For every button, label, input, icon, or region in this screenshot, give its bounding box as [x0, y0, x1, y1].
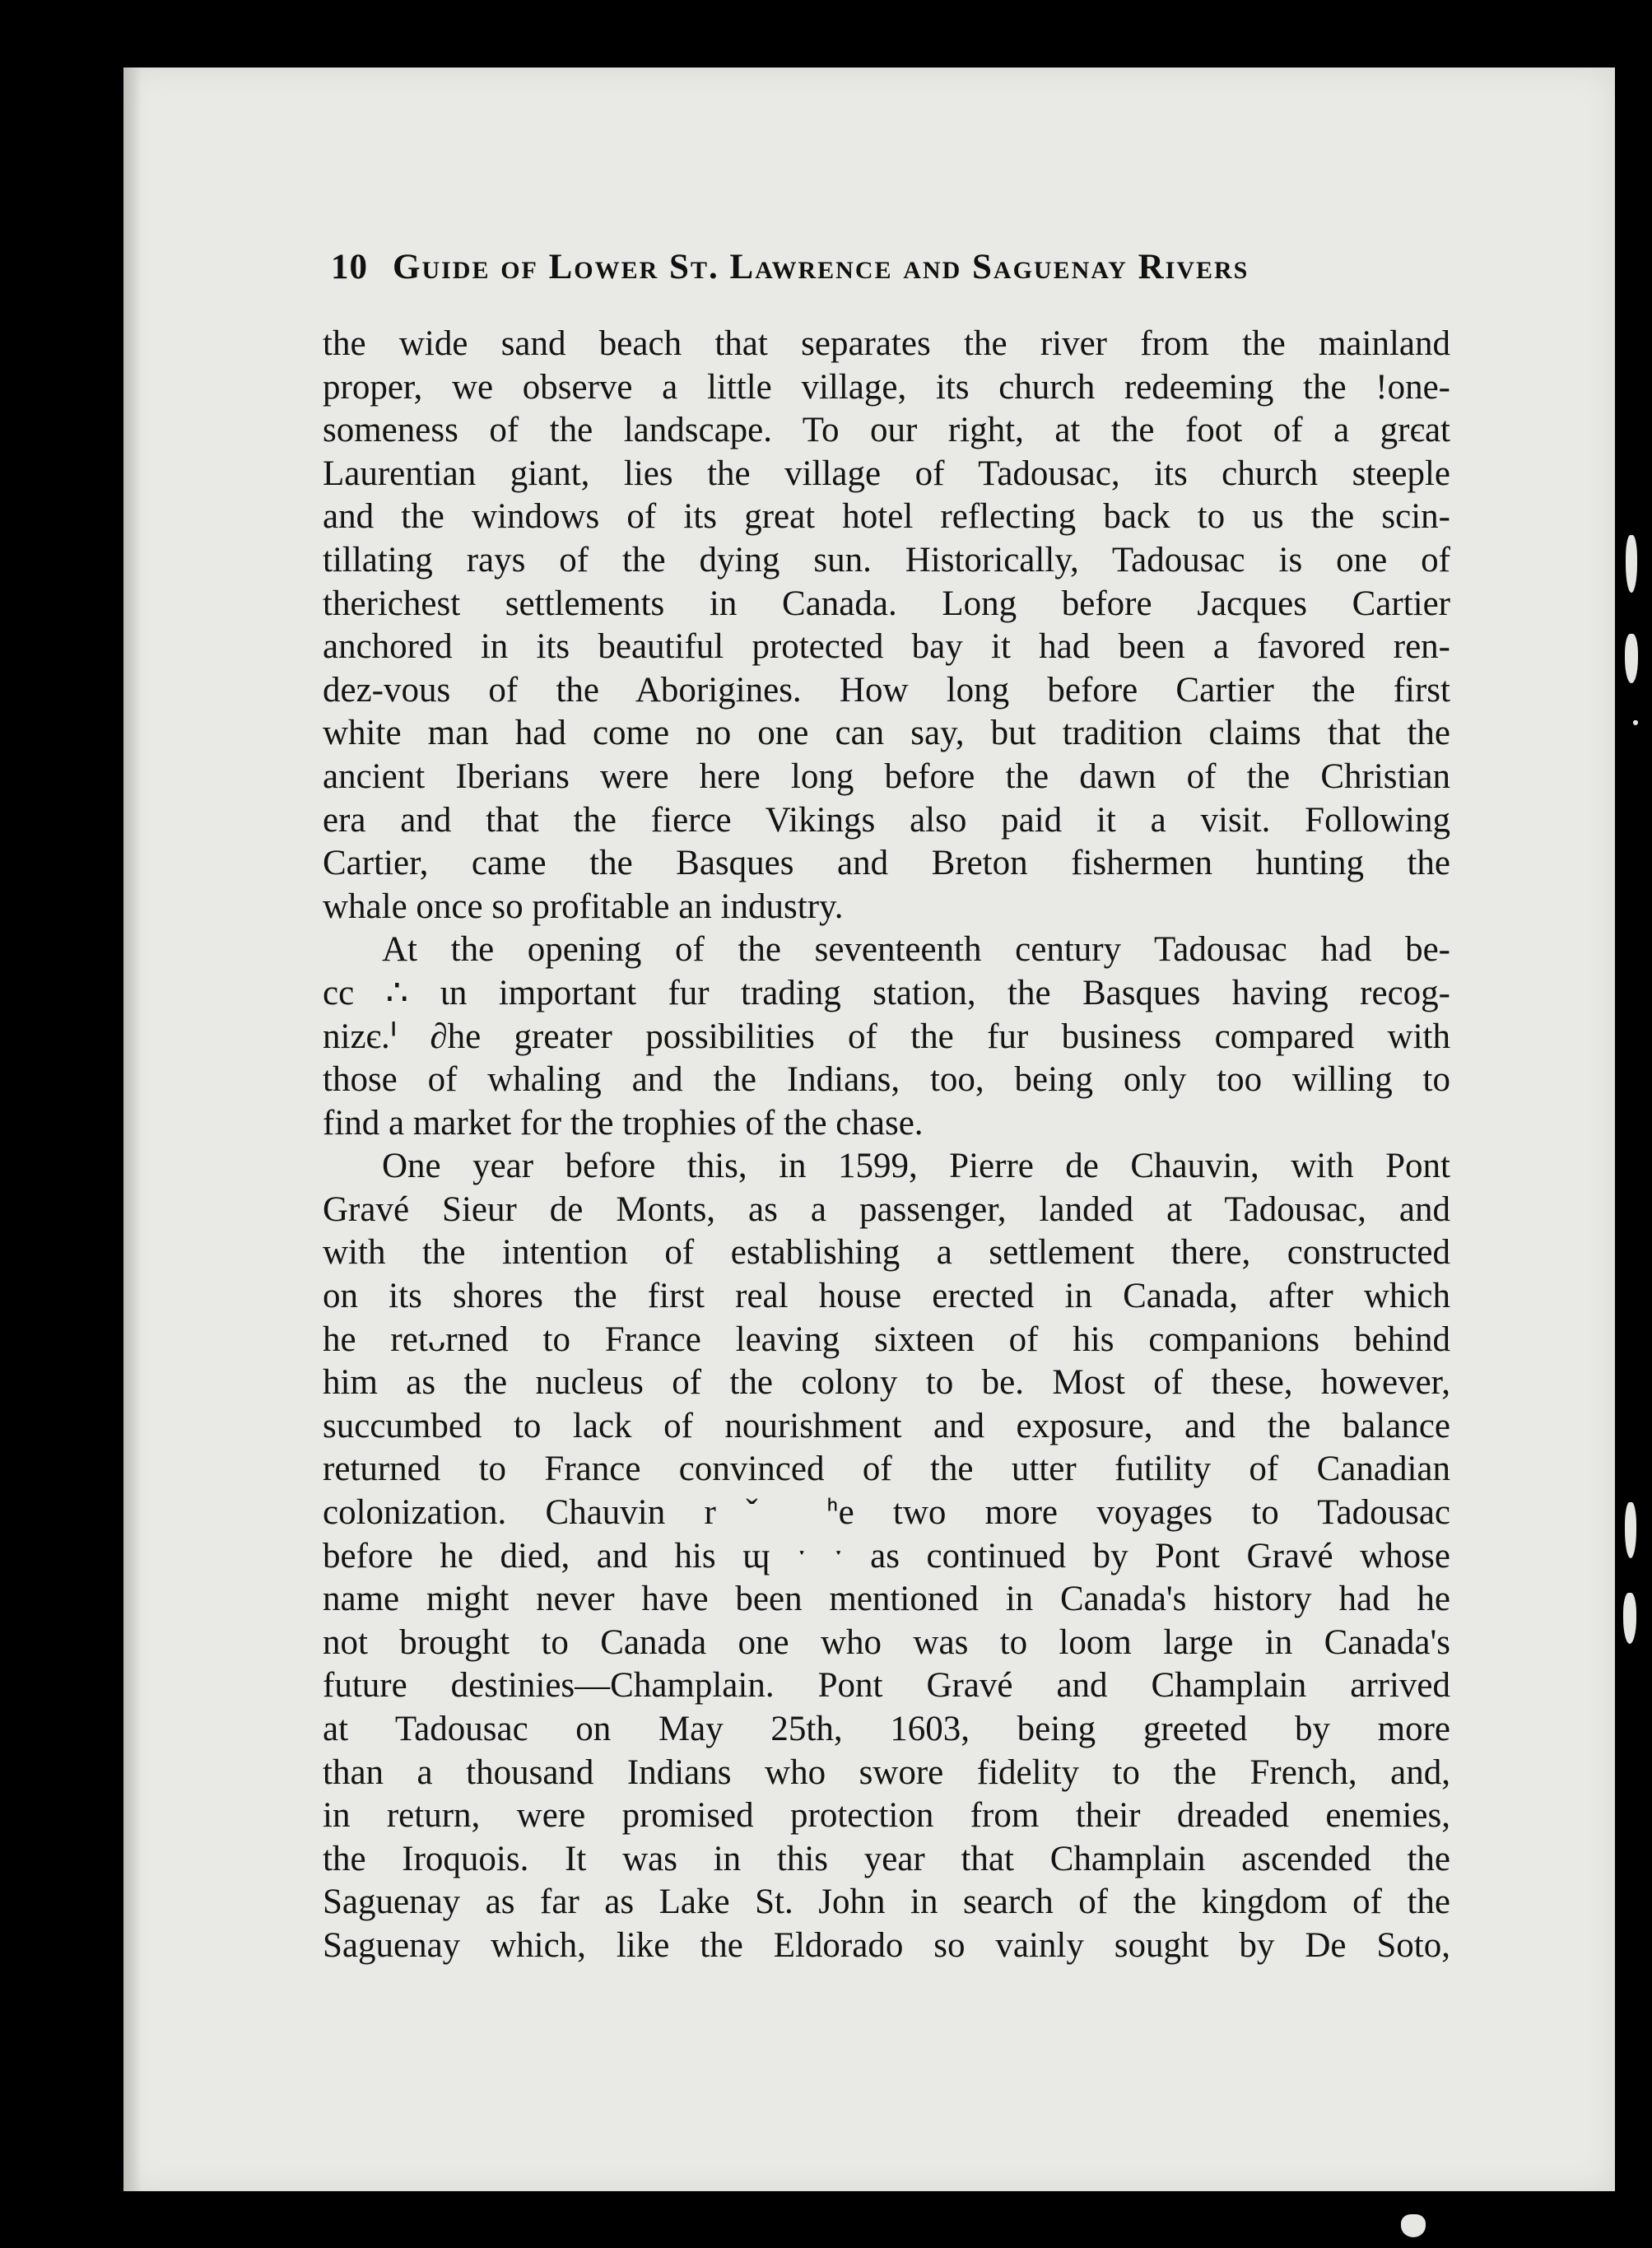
scan-mark-1 — [1626, 535, 1637, 593]
text-line: someness of the landscape. To our right, at the foot of a grєat — [323, 411, 1450, 450]
text-line: find a market for the trophies of the chase. — [323, 1103, 924, 1143]
text-line: era and that the fierce Vikings also paid it a visit. Following — [323, 800, 1450, 840]
scan-mark-6 — [1401, 2214, 1426, 2237]
text-line: anchored in its beautiful protected bay it had been a favored ren- — [323, 627, 1450, 667]
scan-mark-2 — [1625, 634, 1638, 683]
text-line: returned to France convinced of the utter futility of Canadian — [323, 1450, 1450, 1489]
text-line: at Tadousac on May 25th, 1603, being greeted by more — [323, 1710, 1450, 1748]
text-line: name might never have been mentioned in Canada's history had he — [323, 1580, 1450, 1619]
text-line: proper, we observe a little village, its church redeeming the !one- — [323, 367, 1450, 407]
text-line: Gravé Sieur de Monts, as a passenger, landed at Tadousac, and — [323, 1189, 1450, 1229]
scan-mark-5 — [1623, 1593, 1636, 1644]
text-line: At the opening of the seventeenth century Tadousac had be- — [382, 930, 1450, 970]
text-line: before he died, and his ɰ ˑ ˑ as continued by Pont Gravé whose — [323, 1536, 1450, 1575]
page-header — [331, 247, 1378, 296]
text-line: colonization. Chauvin rˇ ᑋe two more voyages to Tadousac — [323, 1493, 1450, 1533]
page-number: 10 — [331, 248, 368, 286]
text-line: not brought to Canada one who was to loom large in Canada's — [323, 1622, 1450, 1662]
scan-mark-3 — [1633, 720, 1638, 725]
text-line: on its shores the first real house erected in Canada, after which — [323, 1277, 1450, 1316]
text-line: the Iroquois. It was in this year that Champlain ascended the — [323, 1839, 1450, 1878]
text-line: Cartier, came the Basques and Breton fishermen hunting the — [323, 844, 1450, 883]
body-text — [323, 323, 1450, 1968]
text-line: Saguenay as far as Lake St. John in search of the kingdom of the — [323, 1883, 1450, 1922]
text-line: and the windows of its great hotel reflecting back to us the scin- — [323, 497, 1450, 537]
text-line: Saguenay which, like the Eldorado so vainly sought by De Soto, — [323, 1925, 1450, 1965]
text-line: future destinies—Champlain. Pont Gravé and Champlain arrived — [323, 1666, 1450, 1706]
text-line: white man had come no one can say, but tradition claims that the — [323, 714, 1450, 753]
text-line: him as the nucleus of the colony to be. Most of these, however, — [323, 1363, 1450, 1403]
text-line: tillating rays of the dying sun. Historically, Tadousac is one of — [323, 540, 1450, 579]
text-line: nizє.ᑊ ∂he greater possibilities of the fur business compared with — [323, 1017, 1450, 1056]
text-line: in return, were promised protection from their dreaded enemies, — [323, 1796, 1450, 1836]
running-head: Guide of Lower St. Lawrence and Saguenay Rivers — [393, 248, 1249, 286]
text-line: the wide sand beach that separates the river from the mainland — [323, 324, 1450, 363]
text-line: ancient Iberians were here long before the dawn of the Christian — [323, 756, 1450, 796]
text-line: with the intention of establishing a settlement there, constructed — [323, 1233, 1450, 1273]
scan-mark-4 — [1625, 1502, 1636, 1558]
text-line: One year before this, in 1599, Pierre de Chauvin, with Pont — [382, 1147, 1450, 1186]
text-line: he retᴗrned to France leaving sixteen of his companions behind — [323, 1319, 1450, 1359]
text-line: dez-vous of the Aborigines. How long before Cartier the first — [323, 670, 1450, 710]
text-line: whale once so profitable an industry. — [323, 887, 844, 926]
text-line: therichest settlements in Canada. Long before Jacques Cartier — [323, 584, 1450, 623]
text-line: cc ∴ ɩn important fur trading station, the Basques having recog- — [323, 973, 1450, 1012]
text-line: succumbed to lack of nourishment and exposure, and the balance — [323, 1406, 1450, 1445]
text-line: Laurentian giant, lies the village of Tadousac, its church steeple — [323, 454, 1450, 493]
text-line: those of whaling and the Indians, too, being only too willing to — [323, 1060, 1450, 1100]
text-line: than a thousand Indians who swore fidelity to the French, and, — [323, 1752, 1450, 1792]
